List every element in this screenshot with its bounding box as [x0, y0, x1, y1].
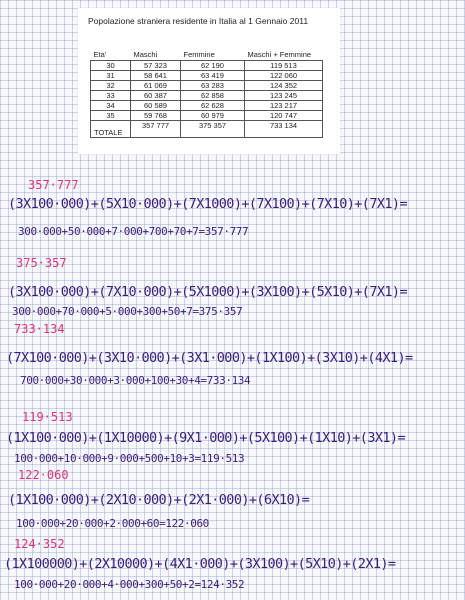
population-table — [90, 48, 323, 138]
table-cell: 57 323 — [131, 61, 181, 71]
note-3-sum: 700·000+30·000+3·000+100+30+4=733·134 — [20, 374, 251, 387]
total-all: 733 134 — [245, 121, 323, 138]
note-5-expansion: (1X100·000)+(2X10·000)+(2X1·000)+(6X10)= — [8, 492, 310, 508]
table-cell: 31 — [91, 71, 131, 81]
table-row — [91, 71, 323, 81]
note-2-expansion: (3X100·000)+(7X10·000)+(5X1000)+(3X100)+(5X10)+(7X1)= — [8, 284, 407, 300]
table-cell: 123 217 — [245, 101, 323, 111]
table-row — [91, 81, 323, 91]
note-5-number: 122·060 — [18, 468, 69, 482]
table-cell: 122 060 — [245, 71, 323, 81]
table-cell: 62 858 — [181, 91, 245, 101]
table-cell: 63 283 — [181, 81, 245, 91]
table-cell: 32 — [91, 81, 131, 91]
note-1-number: 357·777 — [28, 178, 79, 192]
note-3-expansion: (7X100·000)+(3X10·000)+(3X1·000)+(1X100)+(3X10)+(4X1)= — [6, 350, 413, 366]
note-4-number: 119·513 — [22, 410, 73, 424]
table-cell: 60 589 — [131, 101, 181, 111]
table-header-row — [91, 48, 323, 61]
note-5-sum: 100·000+20·000+2·000+60=122·060 — [16, 517, 209, 530]
note-2-number: 375·357 — [16, 256, 67, 270]
table-cell: 35 — [91, 111, 131, 121]
total-femmine: 375 357 — [181, 121, 245, 138]
note-6-number: 124·352 — [14, 537, 65, 551]
table-cell: 59 768 — [131, 111, 181, 121]
col-header-eta: Eta' — [93, 49, 107, 59]
table-cell: 123 245 — [245, 91, 323, 101]
table-cell: 62 190 — [181, 61, 245, 71]
table-cell: 63 419 — [181, 71, 245, 81]
table-title: Popolazione straniera residente in Italia al 1 Gennaio 2011 — [88, 16, 309, 26]
table-cell: 61 069 — [131, 81, 181, 91]
table-cell: 30 — [91, 61, 131, 71]
table-cell: 119 513 — [245, 61, 323, 71]
col-header-femmine: Femmine — [183, 49, 215, 59]
total-maschi: 357 777 — [131, 121, 181, 138]
note-1-sum: 300·000+50·000+7·000+700+70+7=357·777 — [18, 225, 249, 238]
table-row — [91, 91, 323, 101]
note-6-sum: 100·000+20·000+4·000+300+50+2=124·352 — [14, 578, 245, 591]
note-6-expansion: (1X100000)+(2X10000)+(4X1·000)+(3X100)+(5X10)+(2X1)= — [4, 556, 396, 572]
table-cell: 58 641 — [131, 71, 181, 81]
table-cell: 124 352 — [245, 81, 323, 91]
note-1-expansion: (3X100·000)+(5X10·000)+(7X1000)+(7X100)+(7X10)+(7X1)= — [8, 196, 407, 212]
table-row — [91, 61, 323, 71]
table-total-row — [91, 121, 323, 138]
note-3-number: 733·134 — [14, 322, 65, 336]
table-cell: 120 747 — [245, 111, 323, 121]
note-4-expansion: (1X100·000)+(1X10000)+(9X1·000)+(5X100)+(1X10)+(3X1)= — [6, 430, 405, 446]
table-cell: 34 — [91, 101, 131, 111]
table-cell: 60 979 — [181, 111, 245, 121]
table-row — [91, 101, 323, 111]
note-2-sum: 300·000+70·000+5·000+300+50+7=375·357 — [12, 305, 243, 318]
note-4-sum: 100·000+10·000+9·000+500+10+3=119·513 — [14, 452, 245, 465]
table-cell: 33 — [91, 91, 131, 101]
col-header-totale: Maschi + Femmine — [247, 49, 312, 59]
table-sheet — [78, 8, 340, 154]
col-header-maschi: Maschi — [133, 49, 158, 59]
table-row — [91, 111, 323, 121]
table-cell: 60 387 — [131, 91, 181, 101]
total-label: TOTALE — [91, 121, 131, 138]
table-cell: 62 628 — [181, 101, 245, 111]
